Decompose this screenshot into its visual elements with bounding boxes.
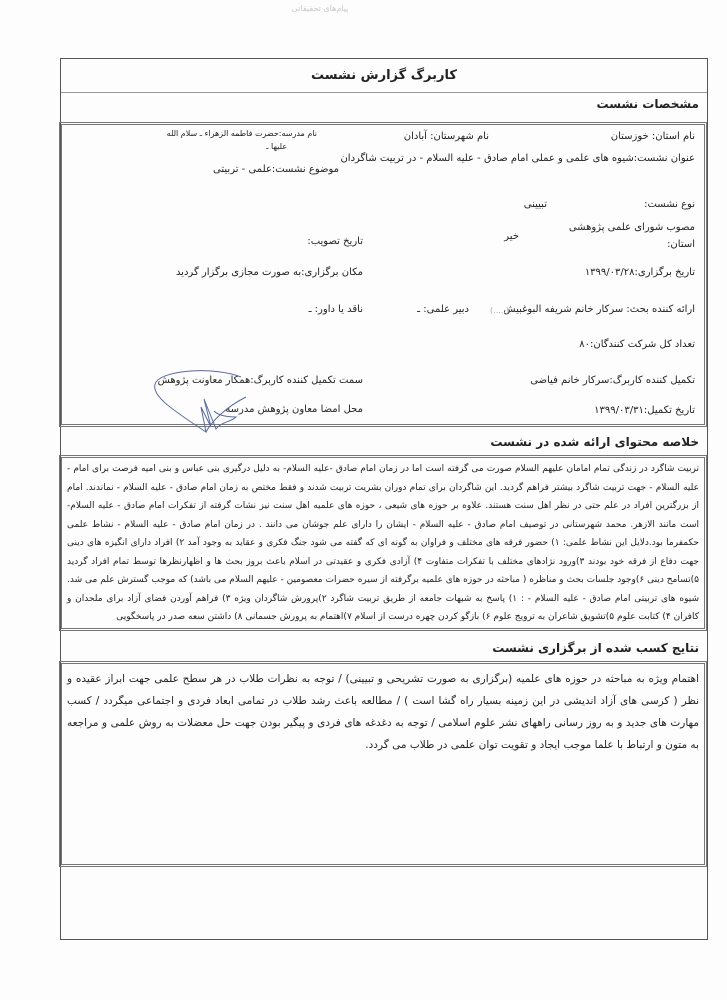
approved-value: خیر: [504, 231, 519, 242]
city-field: نام شهرستان: آبادان: [403, 131, 489, 142]
critic-field: ناقد یا داور: ـ: [308, 304, 363, 315]
scientific-secretary-field: دبیر علمی: ـ: [417, 304, 469, 315]
form-title: کاربرگ گزارش نشست: [61, 59, 707, 93]
section-title-results: نتایج کسب شده از برگزاری نشست: [492, 641, 699, 655]
session-title-field: عنوان نشست:شیوه های علمی و عملی امام صادق - علیه السلام - در تربیت شاگردان: [340, 153, 695, 164]
section-title-session-details: مشخصات نشست: [596, 97, 699, 111]
held-date-field: تاریخ برگزاری:۱۳۹۹/۰۳/۲۸: [584, 267, 695, 278]
completer-role-field: سمت تکمیل کننده کاربرگ:همکار معاونت پژوهش: [157, 375, 363, 386]
signature-place-field: محل امضا معاون پژوهش مدرسه: [225, 404, 363, 415]
approved-label-1: مصوب شورای علمی پژوهشی: [568, 222, 695, 233]
session-type-label: نوع نشست:: [644, 199, 695, 210]
signature-image: [146, 367, 256, 437]
report-form: [60, 58, 708, 940]
approval-date-field: تاریخ تصویب:: [307, 236, 363, 247]
venue-field: مکان برگزاری:به صورت مجازی برگزار گردید: [175, 267, 363, 278]
presenter-field: ارائه کننده بحث: سرکار خانم شریفه البوغبیش: [503, 304, 695, 315]
section-title-summary: خلاصه محتوای ارائه شده در نشست: [490, 435, 699, 449]
completed-by-field: تکمیل کننده کاربرگ:سرکار خانم فیاضی: [530, 375, 695, 386]
results-text: اهتمام ویژه به مباحثه در حوزه های علمیه (برگزاری به صورت تشریحی و تبیینی) / توجه به نظرات طلاب در هر سطح علمی جهت ابراز عقیده و نظر ( کرسی های آزاد اندیشی در این زمینه بسیار راه گشا است ) / مطالعه باعث رشد طلاب در تمامی ابعاد فردی و اجتماعی میگردد / کسب مهارت های جدید و به روز رسانی راههای نشر علوم اسلامی / توجه به دغدغه های فردی و پیگیر بودن جهت حل معضلات به روش علمی و مراجعه به متون و ارتباط با علما موجب ایجاد و تقویت توان علمی در طلاب می گردد.: [67, 673, 699, 751]
summary-text: تربیت شاگرد در زندگی تمام امامان علیهم السلام صورت می گرفته است اما در زمان امام صادق -علیه السلام- به دلیل درگیری بنی عباس و بنی امیه فرصت برای امام - علیه السلام - جهت تربیت شاگرد بیشتر فراهم گردید. این شاگردان برای تمام دوران بشریت تربیت شدند و فقط مختص به زمان امام صادق - علیه السلام - نماندند. امام از بزرگترین افراد در علم حتی در نظر اهل سنت هستند. علاوه بر حوزه های شیعی ، حوزه های علمیه اهل سنت نیز نشات گرفته از تفکرات امام صادق - علیه السلام- است مانند الازهر. محمد شهرستانی در توصیف امام صادق - علیه السلام - ایشان را دارای علم جوشان می دانند . در زمان امام صادق - علیه السلام - نشاط علمی حکمفرما بود.دلایل این نشاط علمی: ۱) حضور فرقه های مختلف و فراوان به گونه ای که گفته می شود جنگ فکری و عقاید به وجود آمد ۲) افراد دارای انگیزه های دینی جهت دفاع از فرقه خود بودند ۳)ورود نژادهای مختلف با تفکرات متفاوت ۴) آزادی فکری و عقیدتی در اسلام باعث بروز بحث ها و اظهارنظرها توسط تمام افراد گردید ۵)تسامح دینی ۶)وجود جلسات بحث و مناظره ( مباحثه در حوزه های علمیه برگرفته از سیره حضرات معصومین - علیهم السلام می باشد) که موجب گسترش علم می شد. شیوه های تربیتی امام صادق - علیه السلام - : ۱) پاسخ به شبهات جامعه از طریق تربیت شاگرد ۲)پرورش شاگردان ویژه ۳) فراهم آوردن فضای آزاد برای ملحدان و کافران ۴) کتابت علوم ۵)تشویق شاعران به ترویج علوم ۶) بازگو کردن چهره درست از اسلام ۷)اهتمام به پرورش جسمانی ۸) داشتن سعه صدر در پاسخگویی: [67, 464, 699, 622]
approved-label-2: استان:: [667, 239, 695, 250]
completion-date-field: تاریخ تکمیل:۱۳۹۹/۰۳/۳۱: [594, 405, 695, 416]
session-subject-field: موضوع نشست:علمی - تربیتی: [213, 164, 339, 175]
school-field-line2: علیها ـ: [266, 142, 287, 151]
participants-field: تعداد کل شرکت کنندگان:۸۰: [579, 339, 695, 350]
session-type-value: تبیینی: [523, 199, 547, 210]
province-field: نام استان: خوزستان: [610, 131, 695, 142]
faint-header-text: پیام‌های تحقیقاتی: [291, 4, 349, 13]
presenter-note: (.....): [490, 306, 509, 315]
school-field-line1: نام مدرسه:حضرت فاطمه الزهراء ـ سلام الله: [166, 129, 317, 138]
